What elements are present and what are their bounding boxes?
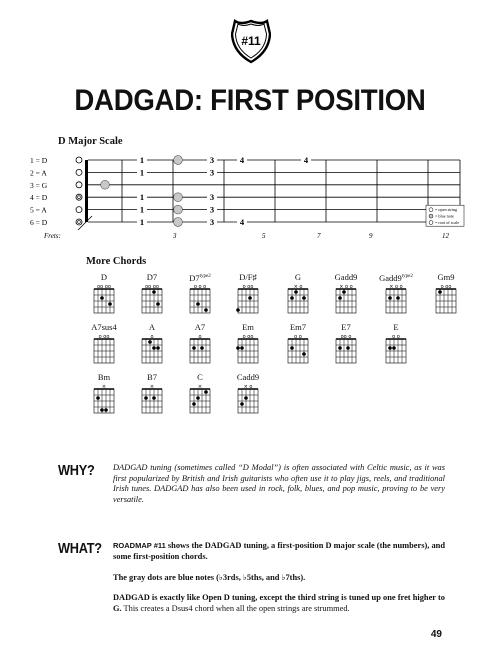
scale-note-number: 3	[209, 155, 215, 165]
chord-open-muted-marks: o oo	[440, 284, 452, 290]
chord-grid-svg	[324, 333, 368, 367]
what-p3-bold: DADGAD is exactly like Open D tuning, except the third string is tuned up one fret higher to G.	[113, 593, 445, 613]
what-paragraph-2	[113, 573, 445, 584]
chord-grid-svg	[82, 383, 126, 417]
roadmap-ref: ROADMAP #11	[113, 541, 166, 550]
chord-finger-dot	[396, 296, 400, 300]
legend-label: = root of scale	[435, 220, 460, 225]
legend-label: = blue note	[435, 213, 454, 219]
scale-note-number: 1	[139, 204, 145, 215]
chord-open-muted-marks: o o o	[193, 284, 207, 290]
page-number: 49	[430, 629, 442, 640]
what-paragraph-3	[113, 593, 445, 614]
chord-grid-svg	[178, 333, 222, 367]
chord-finger-dot	[240, 346, 244, 350]
chord-finger-dot	[240, 402, 244, 406]
chord-open-muted-marks: o o	[392, 334, 400, 340]
chord-finger-dot	[236, 308, 240, 312]
chord-open-muted-marks: o	[198, 334, 202, 340]
open-string-marker	[76, 169, 82, 175]
chord-open-muted-marks: o	[150, 334, 154, 340]
chord-finger-dot	[196, 396, 200, 400]
chord-diagram	[324, 322, 368, 372]
chord-grid-svg	[226, 383, 270, 417]
what-heading: WHAT?	[58, 540, 102, 557]
scale-note-number: 1	[139, 192, 145, 203]
fret-number: 3	[173, 232, 177, 240]
blue-note-dot	[174, 205, 183, 214]
chord-finger-dot	[152, 396, 156, 400]
chord-finger-dot	[438, 290, 442, 294]
chord-open-muted-marks: ×	[149, 384, 155, 390]
blue-note-dot	[174, 193, 183, 202]
scale-note-number: 1	[139, 167, 145, 178]
scale-note-number: 3	[209, 167, 215, 178]
legend-symbol	[429, 221, 433, 225]
fret-number: 7	[317, 232, 321, 240]
chord-finger-dot	[100, 296, 104, 300]
chord-name: Cadd9	[236, 372, 260, 382]
chord-finger-dot	[200, 346, 204, 350]
why-text: DADGAD tuning (sometimes called “D Modal”) is often associated with Celtic music, as it was first popularized by British and Irish guitarists who often use it to play jigs, reels, and traditional Irish tunes. DADGAD has also been used in rock, folk, blues, and pop music, proving to be very versatile.	[113, 463, 445, 504]
chord-name: D/F♯	[239, 272, 257, 282]
frets-label: Frets:	[44, 232, 61, 240]
chord-grid-svg	[178, 283, 222, 317]
chord-grid-svg	[178, 383, 222, 417]
chord-name: G	[294, 272, 302, 282]
chord-finger-dot	[204, 308, 208, 312]
string-label: 5 = A	[30, 205, 47, 215]
chord-diagram	[276, 322, 320, 372]
chord-name: A7	[194, 322, 206, 332]
open-string-marker	[76, 157, 82, 163]
chord-finger-dot	[338, 346, 342, 350]
chord-open-muted-marks: o oo	[98, 334, 110, 340]
root-marker	[76, 219, 82, 225]
chord-open-muted-marks: × o	[243, 384, 253, 390]
why-heading: WHY?	[58, 462, 95, 479]
scale-note-number: 3	[209, 204, 215, 215]
scale-note-number: 1	[139, 217, 145, 227]
chord-type: type2	[401, 274, 413, 279]
chord-name: D	[100, 272, 108, 282]
string-label: 4 = D	[30, 193, 48, 203]
chord-finger-dot	[388, 296, 392, 300]
blue-note-dot	[174, 156, 183, 165]
what-p2-text: The gray dots are blue notes (♭3rds, ♭5ths, and ♭7ths).	[113, 573, 306, 582]
chord-finger-dot	[144, 396, 148, 400]
nut	[85, 160, 88, 222]
scale-note-number: 3	[209, 192, 215, 203]
scale-legend	[426, 205, 464, 226]
fret-number: 5	[262, 232, 266, 240]
chord-finger-dot	[236, 346, 240, 350]
blue-note-dot	[174, 218, 183, 227]
chord-grid-svg	[374, 333, 418, 367]
chord-finger-dot	[392, 346, 396, 350]
chord-diagram	[130, 372, 174, 422]
chords-heading: More Chords	[86, 256, 147, 267]
chord-name: C	[197, 372, 203, 382]
chord-diagram	[374, 272, 418, 322]
chord-open-muted-marks: o oo	[242, 334, 254, 340]
chord-open-muted-marks: o o	[294, 334, 302, 340]
chord-finger-dot	[108, 302, 112, 306]
chord-grid-svg	[82, 333, 126, 367]
chord-finger-dot	[290, 346, 294, 350]
chord-grid-svg	[130, 283, 174, 317]
scale-note-number: 4	[239, 155, 245, 165]
chord-diagram	[226, 272, 270, 322]
chord-finger-dot	[294, 290, 298, 294]
legend-symbol	[429, 214, 433, 218]
chord-name: Bm	[97, 372, 111, 382]
chord-diagram	[178, 322, 222, 372]
chord-finger-dot	[338, 296, 342, 300]
chord-grid-svg	[374, 283, 418, 317]
chord-diagram	[276, 272, 320, 322]
blue-note-dot	[101, 180, 110, 189]
chord-grid-svg	[130, 333, 174, 367]
chord-diagram	[178, 272, 222, 322]
string-label: 2 = A	[30, 168, 47, 178]
scale-note-number: 4	[303, 155, 309, 165]
chord-finger-dot	[192, 346, 196, 350]
chord-open-muted-marks: × o	[293, 284, 303, 290]
chord-name: Gm9	[437, 272, 455, 282]
chord-diagram	[226, 372, 270, 422]
scale-fretboard	[30, 148, 470, 248]
chord-grid-svg	[226, 283, 270, 317]
chord-finger-dot	[156, 302, 160, 306]
chord-finger-dot	[156, 346, 160, 350]
chord-finger-dot	[196, 302, 200, 306]
what-p1-text: shows the DADGAD tuning, a first-position D major scale (the numbers), and some first-position chords.	[113, 541, 445, 561]
chord-finger-dot	[104, 408, 108, 412]
chord-grid-svg	[276, 283, 320, 317]
chord-open-muted-marks: oo oo	[145, 284, 159, 290]
chord-diagram	[130, 272, 174, 322]
scale-note-number: 3	[209, 217, 215, 227]
chord-finger-dot	[290, 296, 294, 300]
chord-open-muted-marks: oo oo	[97, 284, 111, 290]
chord-name: E	[393, 322, 399, 332]
chord-finger-dot	[302, 296, 306, 300]
chord-open-muted-marks: ×	[197, 384, 203, 390]
chord-finger-dot	[388, 346, 392, 350]
string-label: 1 = D	[30, 156, 48, 165]
chord-grid-svg	[424, 283, 468, 317]
chord-finger-dot	[152, 346, 156, 350]
open-string-marker	[76, 182, 82, 188]
chord-diagram	[374, 322, 418, 372]
chord-finger-dot	[152, 290, 156, 294]
chord-name: Em	[242, 322, 254, 332]
badge-text: #11	[241, 34, 261, 48]
chord-finger-dot	[302, 352, 306, 356]
chord-diagram	[324, 272, 368, 322]
chord-open-muted-marks: oo o	[340, 334, 352, 340]
chord-finger-dot	[100, 408, 104, 412]
chord-type: type2	[199, 274, 211, 279]
what-p3-text: This creates a Dsus4 chord when all the open strings are strummed.	[121, 603, 350, 613]
chord-name: E7	[341, 322, 351, 332]
chord-grid-svg	[324, 283, 368, 317]
chord-finger-dot	[96, 396, 100, 400]
chord-name: B7	[147, 372, 157, 382]
chord-diagram	[178, 372, 222, 422]
chord-diagram	[226, 322, 270, 372]
roadmap-shield-badge	[231, 18, 271, 64]
scale-heading: D Major Scale	[58, 136, 123, 147]
chord-finger-dot	[248, 296, 252, 300]
chord-name: A	[148, 322, 156, 332]
chord-diagram	[82, 372, 126, 422]
chord-name: Gadd9	[334, 272, 358, 282]
fret-number: 9	[369, 232, 373, 240]
chord-open-muted-marks: × o o	[339, 284, 353, 290]
chord-open-muted-marks: ×	[101, 384, 107, 390]
chord-finger-dot	[346, 346, 350, 350]
string-label: 6 = D	[30, 218, 48, 227]
chord-name: $Gadd9^{type2}$	[379, 272, 413, 283]
chord-name: Em7	[289, 322, 307, 332]
chord-grid-svg	[276, 333, 320, 367]
chord-diagram	[424, 272, 468, 322]
scale-note-number: 1	[139, 155, 145, 165]
root-marker	[76, 194, 82, 200]
chord-finger-dot	[192, 402, 196, 406]
chord-diagram	[82, 272, 126, 322]
page-title: DADGAD: FIRST POSITION	[74, 84, 426, 117]
chord-finger-dot	[244, 396, 248, 400]
chord-name: $D7^{type2}$	[189, 272, 211, 283]
chord-finger-dot	[204, 390, 208, 394]
chord-open-muted-marks: × o o	[389, 284, 403, 290]
chord-diagram	[82, 322, 126, 372]
chord-name: D7	[146, 272, 158, 282]
chord-grid-svg	[130, 383, 174, 417]
chord-open-muted-marks: o oo	[242, 284, 254, 290]
string-label: 3 = G	[30, 180, 48, 190]
chord-grid-svg	[82, 283, 126, 317]
chord-grid-svg	[226, 333, 270, 367]
what-paragraph-1	[113, 541, 445, 562]
chord-name: A7sus4	[91, 322, 117, 332]
legend-label: = open string	[435, 207, 458, 213]
chord-finger-dot	[148, 340, 152, 344]
legend-symbol	[429, 208, 433, 212]
open-string-marker	[76, 207, 82, 213]
chord-finger-dot	[342, 290, 346, 294]
chord-diagram	[130, 322, 174, 372]
scale-note-number: 4	[239, 217, 245, 227]
why-paragraph	[113, 463, 445, 505]
fret-number: 12	[442, 232, 449, 240]
